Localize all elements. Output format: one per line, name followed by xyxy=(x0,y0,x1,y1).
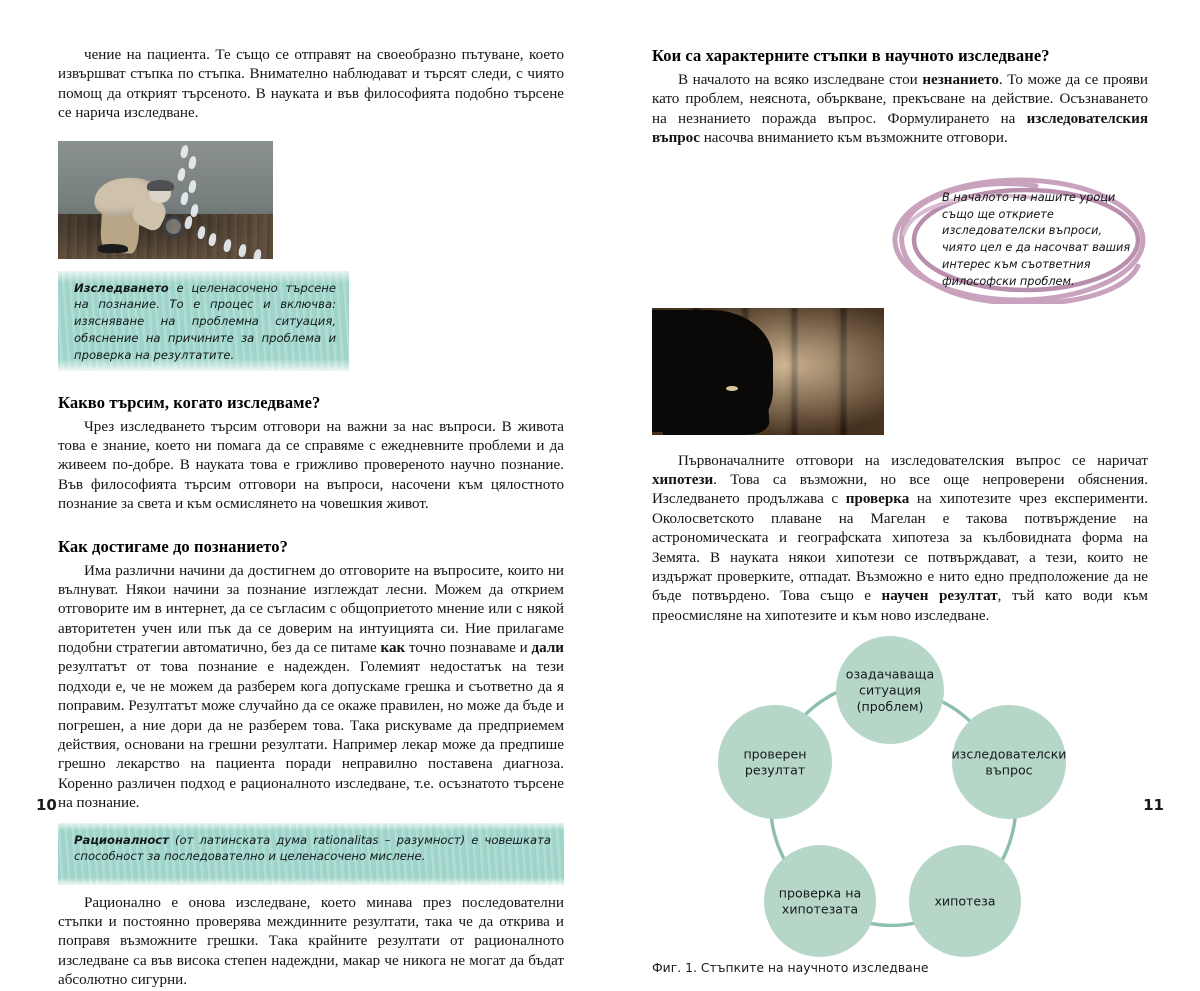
heading-scientific-steps: Кои са характерните стъпки в научното изследване? xyxy=(652,46,1050,65)
rp1-bold-ignorance: незнанието xyxy=(922,72,999,88)
left-page xyxy=(0,0,600,989)
rationality-latin: rationalitas xyxy=(313,832,379,847)
oval-callout xyxy=(886,174,1148,304)
silhouette-arm xyxy=(659,367,770,434)
paragraph-ignorance xyxy=(652,71,1148,149)
rp2-part-b: . Това са възможни, но все още непроверени обяснения. Изследването продължава с xyxy=(652,471,1148,508)
rp2-bold-verification: проверка xyxy=(845,491,910,508)
cycle-node-label: проверка на хипотезата xyxy=(778,885,862,917)
para2-bold-whether: дали xyxy=(531,640,564,657)
paragraph-rational-research: Рационално е онова изследване, което минава през последователни стъпки и постоянно проверява междинните резултати, така че да открива и поправя възможните грешки. Така крайните резултати от рационалното изследване са във висока степен надеждни, макар че никога не могат да бъдат абсолютно сигурни. xyxy=(58,894,564,989)
cycle-node-n1[interactable] xyxy=(836,636,944,744)
rationality-callout-text xyxy=(74,832,551,866)
cycle-node-n3[interactable] xyxy=(909,845,1021,957)
right-page xyxy=(600,0,1200,976)
rp2-bold-scientific-result: научен резултат xyxy=(881,588,998,605)
cycle-node-n5[interactable] xyxy=(718,705,832,819)
para2-part-c: резултатът от това познание е надежден. Големият недостатък на тези подходи е, че не можем да разберем кога допускаме грешка и съответно да я поправим. Резултатът може случайно да се окаже правилен, но може да бъде и погрешен, а ние дори да не разберем това. Така рискуваме да предприемем действия, основани на грешни резултати. Например лекар може да предпише грешно лекарство на пациента поради неправилно поставена диагноза. Коренно различен подход е рационалното изследване, т.е. осъзнатото търсене на познание. xyxy=(58,659,564,812)
page-number-left: 10 xyxy=(36,796,57,814)
rationality-post: – разумност) е човешката способност за последователно и целенасочено мислене. xyxy=(74,832,552,864)
figure-cap xyxy=(147,180,174,192)
detective-figure xyxy=(92,162,182,252)
definition-body: е целенасочено търсене на познание. То е процес и включва: изясняване на проблемна ситуация, обяснение на причините за проблема и проверка на резултатите. xyxy=(74,280,336,362)
rp2-part-c: на хипотезите чрез експерименти. Околосветското плаване на Магелан е такова потвърждение на астрономическата и географската хипотеза за кълбовидната форма на Земята. В науката някои хипотези се потвърждават, а тези, които не издържат проверките, отпадат. Възможно е нито едно предположение да не бъде потвърдено. Това също е xyxy=(652,491,1148,605)
rp2-part-d: , тъй като води към преосмисляне на хипотезите и към ново изследване. xyxy=(652,588,1148,624)
spacer xyxy=(58,515,564,537)
para2-part-b: точно познаваме и xyxy=(405,640,532,657)
figure-shoe xyxy=(98,244,129,253)
rationality-pre: (от латинската дума xyxy=(168,832,314,847)
para2-bold-how: как xyxy=(380,640,406,657)
rationality-term: Рационалност xyxy=(74,832,169,847)
paragraph-what-we-search: Чрез изследването търсим отговори на важни за нас въпроси. В живота това е знание, което ни помага да се справяме с ежедневните проблеми и да живеем по-добре. В науката това е грижливо провереното научно познание. Във философията търсим отговори на въпроси, насочени към цялостното познание за света и към осмислянето на човешкия живот. xyxy=(58,418,564,513)
definition-callout-text xyxy=(74,280,336,364)
cycle-node-label: изследователски въпрос xyxy=(951,746,1067,778)
cycle-node-n4[interactable] xyxy=(764,845,876,957)
rp1-bold-research-question: изследователския въпрос xyxy=(652,110,1148,147)
cycle-svg xyxy=(652,630,1148,960)
rp1-part-a: В началото на всяко изследване стои xyxy=(678,72,923,88)
definition-term: Изследването xyxy=(74,280,169,295)
cycle-node-label: озадачаваща ситуация (проблем) xyxy=(845,666,935,714)
spacer xyxy=(58,124,564,141)
rp2-part-a: Първоначалните отговори на изследователския въпрос се наричат xyxy=(678,452,1148,469)
cycle-node-label: хипотеза xyxy=(934,893,996,909)
figure-caption: Фиг. 1. Стъпките на научното изследване xyxy=(652,960,929,976)
research-cycle-diagram xyxy=(652,630,1148,960)
definition-callout-rationality xyxy=(58,823,564,885)
cycle-connector xyxy=(999,811,1016,866)
oval-callout-text: В началото на нашите уроци също ще откриете изследователски въпроси, чиято цел е да насочват вашия интерес към съответния философски проблем. xyxy=(942,190,1131,289)
cycle-node-n2[interactable] xyxy=(951,705,1066,819)
para2-part-a: Има различни начини да достигнем до отговорите на въпросите, които ни вълнуват. Някои начини за познание изглеждат лесни. Можем да открием отговорите им в интернет, да се съгласим с общоприетото мнение или с някой авторитетен учен или пък да се доверим на интуицията си. Ние прилагаме подобни стратегии автоматично, без да се питаме xyxy=(58,562,564,657)
detective-photo xyxy=(58,141,273,259)
silhouette-photo xyxy=(652,308,884,435)
page-number-right: 11 xyxy=(1143,796,1164,814)
definition-callout-research xyxy=(58,271,349,371)
spacer xyxy=(58,371,564,393)
left-top-paragraph: чение на пациента. Те също се отправят на своеобразно пътуване, което извършват стъпка по стъпка. Внимателно наблюдават и търсят следи, с чиято помощ да открият търсеното. В науката и във философията подобно търсене се нарича изследване. xyxy=(58,47,564,122)
rp2-bold-hypotheses: хипотези xyxy=(652,471,714,488)
magnifier-icon xyxy=(163,216,184,237)
paragraph-how-we-reach-knowledge xyxy=(58,562,564,814)
cycle-node-label: проверен резултат xyxy=(743,746,807,778)
heading-how-we-reach-knowledge: Как достигаме до познанието? xyxy=(58,536,288,556)
rp1-part-c: насочва вниманието към възможните отговори. xyxy=(699,130,1008,147)
heading-what-we-search: Какво търсим, когато изследваме? xyxy=(58,392,321,412)
paragraph-hypotheses xyxy=(652,452,1148,627)
cycle-connector xyxy=(864,922,922,926)
spacer xyxy=(652,441,1148,452)
spacer xyxy=(652,149,1148,166)
rp1-part-b: . То може да се прояви като проблем, неяснота, объркване, прекъсване на действие. Осъзнаването на незнанието поражда въпрос. Формулирането на xyxy=(652,72,1148,127)
